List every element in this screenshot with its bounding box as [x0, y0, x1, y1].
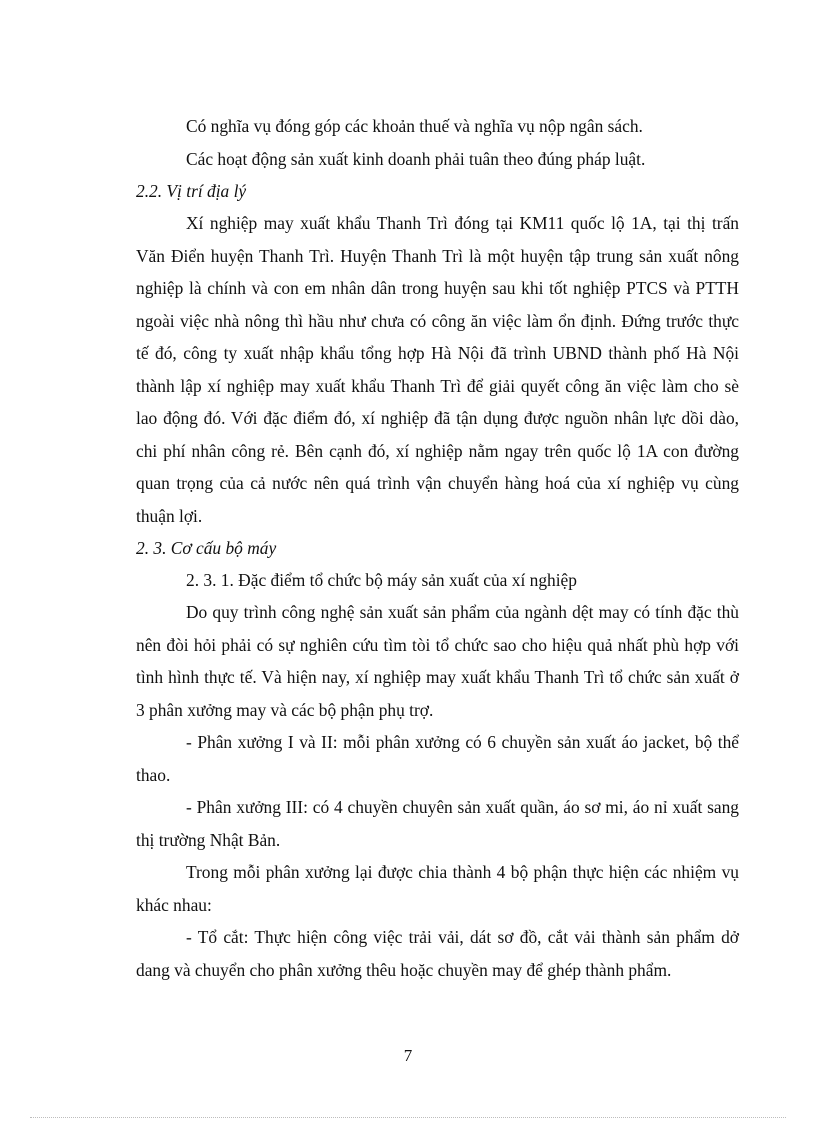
subsection-heading-production: 2. 3. 1. Đặc điểm tổ chức bộ máy sản xuất của xí nghiệp — [186, 570, 577, 590]
page-bottom-divider — [30, 1117, 786, 1118]
paragraph-legal-compliance: Các hoạt động sản xuất kinh doanh phải tuân theo đúng pháp luật. — [186, 148, 646, 169]
page-number: 7 — [403, 1046, 413, 1065]
paragraph-production-process: Do quy trình công nghệ sản xuất sản phẩm của ngành dệt may có tính đặc thù nên đòi hỏi phải có sự nghiên cứu tìm tòi tổ chức sao cho hiệu quả nhất phù hợp với tình hình thực tế. Và hiện nay, xí nghiệp may xuất khẩu Thanh Trì tổ chức sản xuất ở 3 phân xưởng may và các bộ phận phụ trợ. — [136, 602, 739, 720]
paragraph-location: Xí nghiệp may xuất khẩu Thanh Trì đóng tại KM11 quốc lộ 1A, tại thị trấn Văn Điển huyện Thanh Trì. Huyện Thanh Trì là một huyện tập trung sản xuất nông nghiệp là chính và con em nhân dân trong huyện sau khi tốt nghiệp PTCS và PTTH ngoài việc nhà nông thì hầu như chưa có công ăn việc làm ổn định. Đứng trước thực tế đó, công ty xuất nhập khẩu tổng hợp Hà Nội đã trình UBND thành phố Hà Nội thành lập xí nghiệp may xuất khẩu Thanh Trì để giải quyết công ăn việc làm cho sè lao động đó. Với đặc điểm đó, xí nghiệp đã tận dụng được nguồn nhân lực dồi dào, chi phí nhân công rẻ. Bên cạnh đó, xí nghiệp nằm ngay trên quốc lộ 1A con đường quan trọng của cả nước nên quá trình vận chuyển hàng hoá của xí nghiệp vụ cùng thuận lợi. — [136, 213, 739, 526]
paragraph-tax-obligation: Có nghĩa vụ đóng góp các khoản thuế và nghĩa vụ nộp ngân sách. — [186, 116, 643, 136]
page-content — [136, 110, 739, 986]
section-heading-structure: 2. 3. Cơ cấu bộ máy — [136, 538, 277, 558]
list-item-cutting-team: - Tổ cắt: Thực hiện công việc trải vải, dát sơ đồ, cắt vải thành sản phẩm dở dang và chuyển cho phân xưởng thêu hoặc chuyền may để ghép thành phẩm. — [136, 927, 739, 980]
paragraph-departments: Trong mỗi phân xưởng lại được chia thành 4 bộ phận thực hiện các nhiệm vụ khác nhau: — [136, 862, 739, 915]
list-item-workshop-3: - Phân xưởng III: có 4 chuyền chuyên sản xuất quần, áo sơ mi, áo nỉ xuất sang thị trường Nhật Bản. — [136, 797, 739, 850]
section-heading-location: 2.2. Vị trí địa lý — [136, 181, 247, 201]
list-item-workshop-1-2: - Phân xưởng I và II: mỗi phân xưởng có 6 chuyền sản xuất áo jacket, bộ thể thao. — [136, 732, 739, 785]
